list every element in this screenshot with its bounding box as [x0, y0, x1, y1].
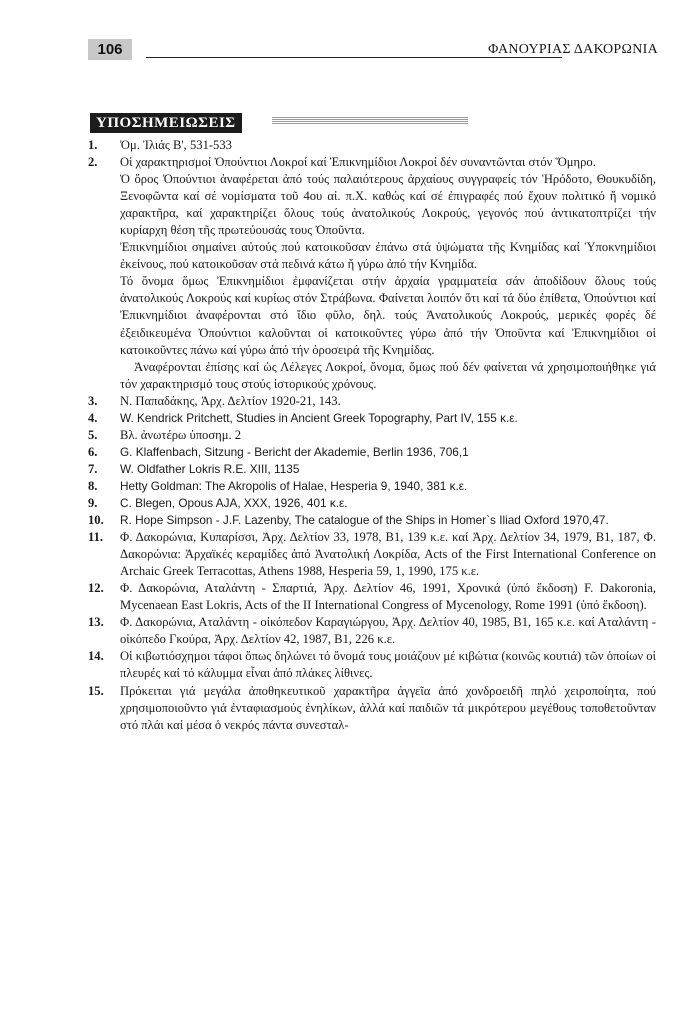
footnote-number: 4. — [88, 410, 98, 425]
footnote-number: 14. — [88, 649, 104, 664]
footnote-8 — [88, 478, 656, 495]
footnote-number: 8. — [88, 478, 98, 493]
footnote-text: C. Blegen, Opous AJA, XXX, 1926, 401 κ.ε. — [120, 495, 348, 510]
footnote-number: 3. — [88, 393, 98, 408]
footnote-text: Οἱ κιβωτιόσχημοι τάφοι ὅπως δηλώνει τό ὄνομά τους μοιάζουν μέ κιβώτια (κοινῶς κουτιά) τῶν ὁποίων οἱ πλευρές καί τό κάλυμμα εἶναι ἀπό πλάκες λίθινες. — [120, 649, 656, 681]
running-title: ΦΑΝΟΥΡΙΑΣ ΔΑΚΟΡΩΝΙΑ — [488, 42, 658, 57]
footnote-10 — [88, 512, 656, 529]
footnote-text: Φ. Δακορώνια, Αταλάντη - οἰκόπεδον Καραγιώργου, Ἀρχ. Δελτίον 40, 1985, Β1, 165 κ.ε. καί Αταλάντη - οἰκόπεδο Γκούρα, Ἀρχ. Δελτίον 42, 1987, Β1, 226 κ.ε. — [120, 615, 656, 647]
footnote-number: 12. — [88, 581, 104, 596]
footnote-text: Τό ὄνομα ὅμως Ἐπικνημίδιοι ἐμφανίζεται στήν ἀρχαία γραμματεία σάν ἀποδίδουν ὅλους τούς ἀνατολικούς Λοκρούς καί κυρίως στόν Στράβωνα. Φαίνεται λοιπόν ὅτι καί τά δύο ἐπίθετα, Ὀπούντιοι καί Ἐπικνημίδιοι ἀναφέρονται στό ἴδιο φῦλο, δηλ. τούς Ἀνατολικούς Λοκρούς, μερικές φορές δέ ἐξειδικευμένα Ὀπούντιοι καλοῦνται οἱ κατοικοῦντες γύρω ἀπό τήν Ὀποῦντα καί Ἐπικνημίδιοι οἱ κατοικοῦντες πάνω καί γύρω ἀπό τήν ὀροσειρά τῆς Κνημίδας. — [120, 274, 656, 357]
footnote-15 — [88, 683, 656, 734]
page-number: 106 — [88, 39, 132, 60]
footnote-text: G. Klaffenbach, Sitzung - Bericht der Akademie, Berlin 1936, 706,1 — [120, 444, 469, 459]
page-header — [88, 38, 658, 62]
footnote-number: 15. — [88, 683, 104, 698]
footnote-number: 11. — [88, 530, 104, 545]
footnote-7 — [88, 461, 656, 478]
footnote-text: Φ. Δακορώνια, Κυπαρίσσι, Ἀρχ. Δελτίον 33, 1978, Β1, 139 κ.ε. καί Ἀρχ. Δελτίον 34, 1979, Β1, 187, Φ. Δακορώνια: Ἀρχαϊκές κεραμίδες ἀπό Ἀνατολική Λοκρίδα, Acts of the First International Conference on Archaic Greek Terracottas, Athens 1988, Hesperia 59, 1, 1990, 175 κ.ε. — [120, 530, 656, 579]
footnote-4 — [88, 410, 656, 427]
footnote-11 — [88, 529, 656, 580]
footnote-text: W. Kendrick Pritchett, Studies in Ancient Greek Topography, Part IV, 155 κ.ε. — [120, 410, 518, 425]
footnote-text: Ὀμ. Ἰλιάς Β', 531-533 — [120, 138, 232, 152]
footnote-text: Ἀναφέρονται ἐπίσης καί ὡς Λέλεγες Λοκροί, ὄνομα, ὅμως πού δέν φαίνεται νά χρησιμοποιήθηκε γιά τόν χαρακτηρισμό τους στούς ἱστορικούς χρόνους. — [120, 359, 656, 391]
section-heading: ΥΠΟΣΗΜΕΙΩΣΕΙΣ — [90, 113, 242, 133]
footnote-number: 10. — [88, 513, 104, 528]
footnote-text: Φ. Δακορώνια, Αταλάντη - Σπαρτιά, Ἀρχ. Δελτίον 46, 1991, Χρονικά (ὑπό ἔκδοση) F. Dakoronia, Mycenaean East Lokris, Acts of the II International Congress of Mycenology, Rome 1991 (ὑπό ἔκδοση). — [120, 581, 656, 613]
footnote-number: 9. — [88, 495, 98, 510]
footnote-number: 1. — [88, 138, 98, 152]
footnote-9 — [88, 495, 656, 512]
footnote-2 — [88, 154, 656, 393]
footnote-number: 5. — [88, 427, 98, 442]
footnote-text: Πρόκειται γιά μεγάλα ἀποθηκευτικοῦ χαρακτῆρα ἀγγεῖα ἀπό χονδροειδῆ πηλό χειροποίητα, πού χρησιμοποιοῦντο γιά ἐνταφιασμούς ἐνηλίκων, ἀλλά καί παιδιῶν τά μικρότερου μεγέθους τοποθετοῦνταν στό πλάι καί μέσα ὁ νεκρός πάντα συνεσταλ- — [120, 683, 656, 732]
footnote-12 — [88, 580, 656, 614]
footnote-number: 6. — [88, 444, 98, 459]
footnote-number: 2. — [88, 155, 98, 170]
section-heading-row — [90, 113, 510, 135]
footnote-text: Ἐπικνημίδιοι σημαίνει αὐτούς πού κατοικοῦσαν ἐπάνω στά ὑψώματα τῆς Κνημίδας καί Ὑποκνημίδιοι ἐκείνους, πού κατοικοῦσαν στά πεδινά κάτω ἤ γύρω ἀπό τήν Κνημίδα. — [120, 240, 656, 272]
footnotes-list — [88, 137, 656, 734]
footnote-text: Οἱ χαρακτηρισμοί Ὀπούντιοι Λοκροί καί Ἐπικνημίδιοι Λοκροί δέν συναντῶνται στόν Ὅμηρο. — [120, 155, 596, 170]
footnote-number: 7. — [88, 461, 98, 476]
footnote-text: W. Oldfather Lokris R.E. XIII, 1135 — [120, 461, 300, 476]
footnote-3 — [88, 393, 656, 410]
footnote-text: Hetty Goldman: The Akropolis of Halae, Hesperia 9, 1940, 381 κ.ε. — [120, 478, 468, 493]
footnote-5 — [88, 427, 656, 444]
heading-decorative-bar — [272, 116, 468, 124]
footnote-text: Βλ. ἀνωτέρω ὑποσημ. 2 — [120, 427, 242, 442]
footnote-13 — [88, 614, 656, 648]
footnote-text: R. Hope Simpson - J.F. Lazenby, The catalogue of the Ships in Homer`s Iliad Oxford 1970,47. — [120, 513, 609, 528]
footnote-text: Ν. Παπαδάκης, Ἀρχ. Δελτίον 1920-21, 143. — [120, 393, 341, 408]
footnote-number: 13. — [88, 615, 104, 630]
footnote-text: Ὁ ὅρος Ὀπούντιοι ἀναφέρεται ἀπό τούς παλαιότερους ἀρχαίους συγγραφείς τόν Ἡρόδοτο, Θουκυδίδη, Ξενοφῶντα καί σέ νομίσματα τοῦ 4ου αἰ. π.Χ. καθώς καί σέ ἐπιγραφές πού ἔχουν πολιτικό ἤ νομικό χαρακτῆρα, καί χαρακτηρίζει ὅλους τούς ἀνατολικούς Λοκρούς, γεγονός πού ἀντικατοπτρίζει τήν κυρίαρχη θέση τῆς πρωτεύουσάς τους Ὀποῦντα. — [120, 172, 656, 238]
footnote-6 — [88, 444, 656, 461]
footnote-14 — [88, 648, 656, 682]
footnote-1 — [88, 137, 656, 154]
